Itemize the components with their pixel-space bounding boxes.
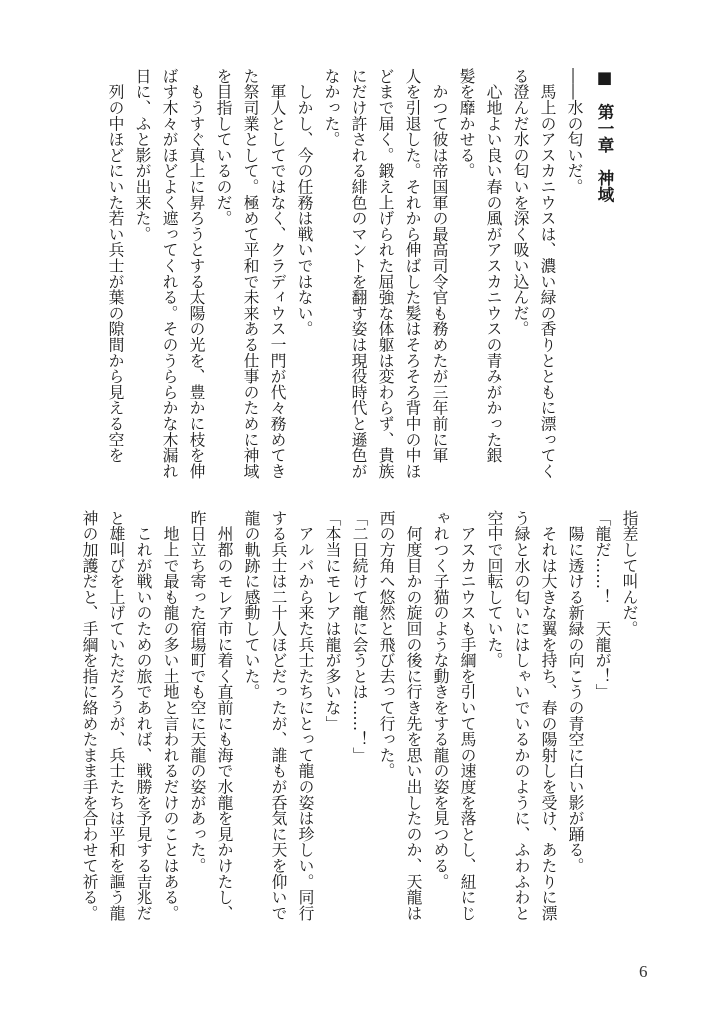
text-line: 何度目かの旋回の後に行き先を思い出したのか、天龍は	[404, 510, 423, 921]
chapter-heading: ■ 第一章 神域	[595, 68, 614, 203]
bottom-text-block	[76, 510, 643, 930]
text-line: ――水の匂いだ。	[565, 68, 584, 195]
text-line: 西の方角へ悠然と飛び去って行った。	[377, 510, 396, 779]
text-line: う緑と水の匂いにはしゃいでいるかのように、ふわふわと	[512, 510, 531, 921]
text-line: 日に、ふと影が出来た。	[133, 68, 152, 242]
text-line: アスカニウスも手綱を引いて馬の速度を落とし、紐にじ	[458, 510, 477, 921]
text-line: もうすぐ真上に昇ろうとする太陽の光を、豊かに枝を伸	[187, 68, 206, 479]
page-number: 6	[639, 962, 648, 981]
text-line: 「本当にモレアは龍が多いな」	[323, 510, 342, 732]
text-line: 陽に透ける新緑の向こうの青空に白い影が踊る。	[566, 510, 585, 874]
text-line: 人を引退した。それから伸ばした髪はそろそろ背中の中ほ	[403, 68, 422, 479]
text-line: 心地よい良い春の風がアスカニウスの青みがかった銀	[484, 68, 503, 463]
text-line: 州都のモレア市に着く直前にも海で水龍を見かけたし、	[215, 510, 234, 921]
text-line: と雄叫びを上げていただろうが、兵士たちは平和を謳う龍	[107, 510, 126, 921]
text-line: 軍人としてではなく、クラディウス一門が代々務めてき	[268, 68, 287, 479]
text-line: 龍の軌跡に感動していた。	[242, 510, 261, 700]
text-line: 空中で回転していた。	[485, 510, 504, 668]
text-line: かつて彼は帝国軍の最高司令官も務めたが三年前に軍	[430, 68, 449, 463]
text-line: 神の加護だと、手綱を指に絡めたまま手を合わせて祈る。	[80, 510, 99, 921]
text-line: 指差して叫んだ。	[620, 510, 639, 637]
text-line: 馬上のアスカニウスは、濃い緑の香りとともに漂ってく	[538, 68, 557, 479]
text-line: を目指しているのだ。	[214, 68, 233, 226]
text-line: ゃれつく子猫のような動きをする龍の姿を見つめる。	[431, 510, 450, 890]
text-line: どまで届く。鍛え上げられた屈強な体躯は変わらず、貴族	[376, 68, 395, 479]
text-line: 「龍だ……！ 天龍が！」	[593, 510, 612, 700]
text-line: 地上で最も龍の多い土地と言われるだけのことはある。	[161, 510, 180, 921]
text-line: アルバから来た兵士たちにとって龍の姿は珍しい。同行	[296, 510, 315, 921]
text-line: 髪を靡かせる。	[457, 68, 476, 179]
text-line: ばす木々がほどよく遮ってくれる。そのうららかな木漏れ	[160, 68, 179, 479]
text-line: る澄んだ水の匂いを深く吸い込んだ。	[511, 68, 530, 337]
top-text-block	[102, 68, 618, 488]
text-line: 列の中ほどにいた若い兵士が葉の隙間から見える空を	[106, 68, 125, 463]
text-line: 「二日続けて龍に会うとは……！」	[350, 510, 369, 763]
text-line: する兵士は二十人ほどだったが、誰もが呑気に天を仰いで	[269, 510, 288, 921]
text-line: しかし、今の任務は戦いではない。	[295, 68, 314, 337]
text-line: なかった。	[322, 68, 341, 147]
text-line: これが戦いのための旅であれば、戦勝を予見する吉兆だ	[134, 510, 153, 921]
text-line: 昨日立ち寄った宿場町でも空に天龍の姿があった。	[188, 510, 207, 874]
text-line: た祭司業として。極めて平和で未来ある仕事のために神域	[241, 68, 260, 479]
text-line: それは大きな翼を持ち、春の陽射しを受け、あたりに漂	[539, 510, 558, 921]
text-line: にだけ許される緋色のマントを翻す姿は現役時代と遜色が	[349, 68, 368, 479]
